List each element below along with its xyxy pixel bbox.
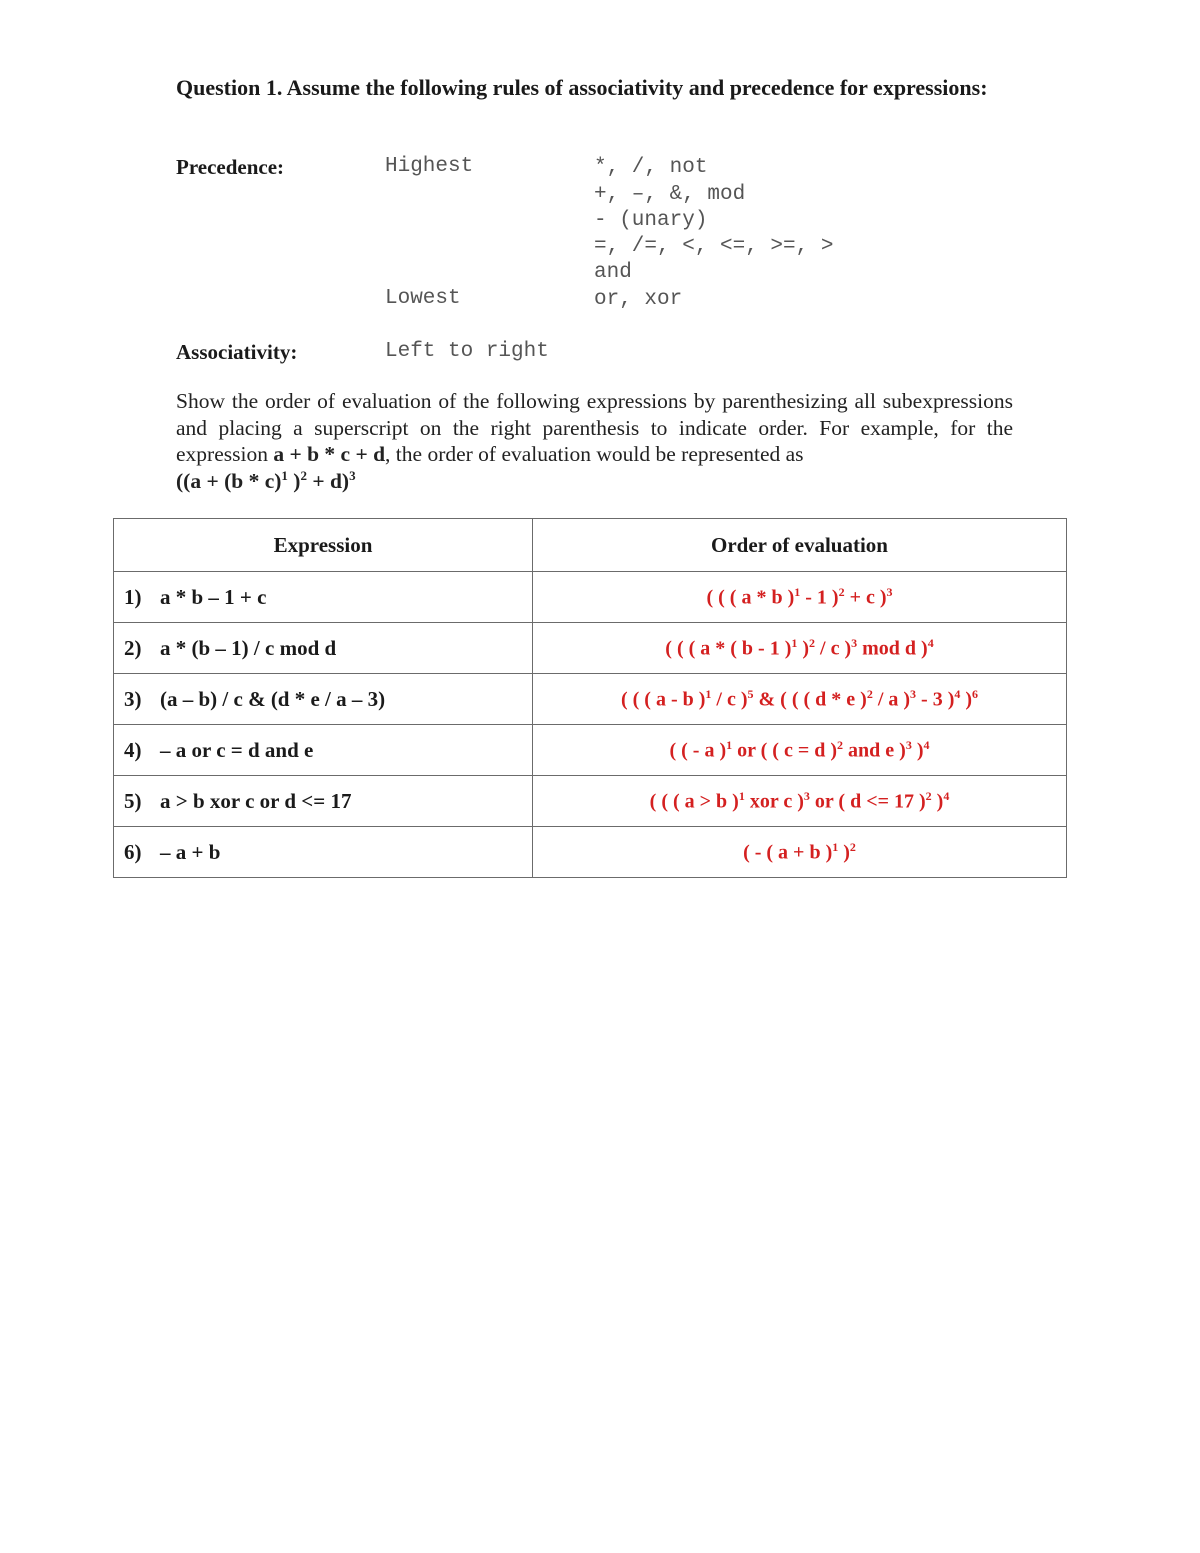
precedence-lowest: Lowest	[385, 287, 461, 310]
precedence-label: Precedence:	[176, 155, 285, 179]
row-number: 6)	[124, 839, 142, 864]
order-cell: ( ( ( a > b )$^1$ xor c )$^3$ or ( d <= 17 )$^2$ )$^4$	[533, 776, 1067, 827]
instructions-text: Show the order of evaluation of the following expressions by parenthesizing all subexpressions and placing a superscript on the right parenthesis to indicate order. For example, for the expression	[176, 389, 1013, 466]
table-row	[114, 725, 1067, 776]
example-answer: ((a + (b * c)$^1$ )$^2$ + d)$^3$	[176, 467, 356, 493]
order-cell: ( ( ( a - b )$^1$ / c )$^5$ & ( ( ( d * e )$^2$ / a )$^3$ - 3 )$^4$ )$^6$	[533, 674, 1067, 725]
row-number: 4)	[124, 737, 142, 762]
expression-cell	[114, 572, 533, 623]
expression-text: a > b xor c or d <= 17	[160, 788, 352, 813]
instructions-paragraph	[176, 388, 1013, 494]
expression-cell	[114, 725, 533, 776]
expression-text: a * (b – 1) / c mod d	[160, 635, 337, 660]
associativity-value: Left to right	[385, 340, 549, 363]
table-row	[114, 674, 1067, 725]
header-expression: Expression	[114, 519, 533, 572]
expression-text: (a – b) / c & (d * e / a – 3)	[160, 686, 386, 711]
table-row	[114, 827, 1067, 878]
expression-text: – a or c = d and e	[160, 737, 314, 762]
expression-cell	[114, 674, 533, 725]
table-row	[114, 572, 1067, 623]
instructions-middle: , the order of evaluation would be represented as	[385, 442, 804, 466]
expression-text: a * b – 1 + c	[160, 584, 267, 609]
order-cell: ( - ( a + b )$^1$ )$^2$	[533, 827, 1067, 878]
table-row	[114, 776, 1067, 827]
associativity-label: Associativity:	[176, 340, 298, 364]
evaluation-table	[113, 518, 1067, 878]
order-cell: ( ( ( a * b )$^1$ - 1 )$^2$ + c )$^3$	[533, 572, 1067, 623]
header-order: Order of evaluation	[533, 519, 1067, 572]
precedence-level-3: - (unary)	[594, 209, 708, 232]
question-title: Question 1. Assume the following rules of associativity and precedence for expressions:	[176, 75, 988, 100]
row-number: 3)	[124, 686, 142, 711]
precedence-level-5: and	[594, 261, 632, 284]
precedence-highest: Highest	[385, 155, 474, 178]
expression-cell	[114, 827, 533, 878]
precedence-level-4: =, /=, <, <=, >=, >	[594, 235, 834, 258]
precedence-level-1: *, /, not	[594, 156, 708, 179]
precedence-level-2: +, –, &, mod	[594, 183, 746, 206]
row-number: 1)	[124, 584, 142, 609]
order-cell: ( ( - a )$^1$ or ( ( c = d )$^2$ and e )$^3$ )$^4$	[533, 725, 1067, 776]
order-cell: ( ( ( a * ( b - 1 )$^1$ )$^2$ / c )$^3$ mod d )$^4$	[533, 623, 1067, 674]
expression-cell	[114, 776, 533, 827]
expression-cell	[114, 623, 533, 674]
expression-text: – a + b	[160, 839, 221, 864]
table-row	[114, 623, 1067, 674]
example-expression: a + b * c + d	[273, 442, 386, 466]
precedence-level-6: or, xor	[594, 288, 683, 311]
table-header-row	[114, 519, 1067, 572]
row-number: 2)	[124, 635, 142, 660]
row-number: 5)	[124, 788, 142, 813]
